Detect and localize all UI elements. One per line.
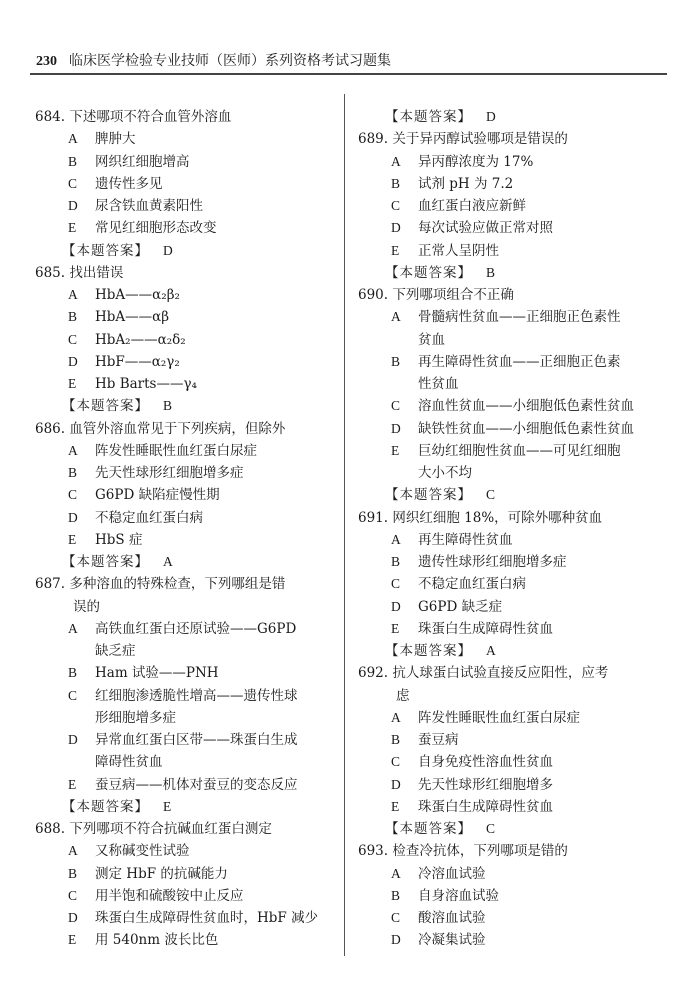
option-line [358, 306, 663, 328]
option-line [35, 195, 340, 217]
answer-line [35, 551, 340, 573]
option-letter: A [68, 442, 78, 458]
answer-value: A [486, 643, 497, 658]
question-stem-text: 下述哪项不符合血管外溶血 [69, 109, 232, 125]
option-text: 试剂 pH 为 7.2 [418, 175, 514, 192]
option-line [358, 551, 663, 573]
question-stem-text: 误的 [73, 598, 100, 615]
option-letter: D [391, 220, 401, 236]
option-letter: A [391, 309, 401, 325]
option-text: 酸溶血试验 [418, 910, 486, 926]
header-rule [30, 73, 667, 75]
option-text: 正常人呈阴性 [418, 242, 499, 259]
option-letter: C [68, 687, 78, 703]
option-text: 用半饱和硫酸铵中止反应 [95, 887, 244, 904]
option-letter: C [391, 754, 401, 770]
option-text: HbS 症 [95, 531, 143, 548]
option-line [358, 618, 663, 640]
option-line [358, 217, 663, 239]
option-line [35, 462, 340, 484]
answer-line [358, 484, 663, 506]
question-stem-line [35, 106, 340, 128]
option-letter: E [391, 242, 400, 258]
option-line [35, 529, 340, 551]
question-number: 690. [358, 287, 389, 303]
option-text: G6PD 缺乏症 [418, 598, 503, 615]
option-text: 又称碱变性试验 [95, 843, 190, 860]
question-block [35, 106, 340, 262]
option-line [35, 484, 340, 506]
option-letter: A [391, 153, 401, 169]
option-text: HbA——αβ [95, 309, 170, 326]
book-title: 临床医学检验专业技师（医师）系列资格考试习题集 [69, 53, 391, 69]
option-letter: E [391, 798, 400, 814]
option-line [358, 195, 663, 217]
option-line [35, 863, 340, 885]
answer-label: 【本题答案】 [62, 798, 149, 815]
question-stem-line [35, 573, 340, 595]
option-line [358, 796, 663, 818]
option-text: 先天性球形红细胞增多 [418, 776, 553, 793]
option-text: HbA——α₂β₂ [95, 287, 180, 303]
question-stem-text: 下列哪项组合不正确 [392, 287, 514, 303]
option-text: 缺乏症 [95, 643, 136, 659]
question-stem-line [358, 507, 663, 529]
option-text: G6PD 缺陷症慢性期 [95, 487, 220, 504]
question-number: 693. [358, 843, 389, 860]
option-text: 缺铁性贫血——小细胞低色素性贫血 [418, 420, 634, 437]
option-text: 血红蛋白液应新鲜 [418, 198, 526, 214]
option-text: 蚕豆病——机体对蚕豆的变态反应 [95, 776, 298, 793]
question-stem-line [358, 685, 663, 707]
option-line [35, 284, 340, 306]
option-text: 蚕豆病 [418, 732, 459, 748]
option-text: 自身溶血试验 [418, 887, 499, 904]
option-text: 巨幼红细胞性贫血——可见红细胞 [418, 442, 621, 459]
question-block [358, 128, 663, 284]
option-letter: C [391, 576, 401, 592]
option-letter: A [391, 531, 401, 547]
question-stem-text: 网织红细胞 18%，可除外哪种贫血 [392, 509, 603, 526]
option-text: 不稳定血红蛋白病 [418, 576, 526, 593]
option-line [35, 662, 340, 684]
option-line [358, 462, 663, 484]
option-line [358, 751, 663, 773]
answer-value: A [163, 554, 174, 569]
question-stem-text: 多种溶血的特殊检查，下列哪组是错 [69, 576, 286, 593]
option-text: 每次试验应做正常对照 [418, 220, 553, 237]
option-line [35, 640, 340, 662]
option-line [35, 173, 340, 195]
option-text: 溶血性贫血——小细胞低色素性贫血 [418, 398, 634, 415]
question-stem-line [358, 662, 663, 684]
option-line [358, 240, 663, 262]
option-text: 不稳定血红蛋白病 [95, 509, 203, 526]
option-line [358, 529, 663, 551]
option-line [358, 351, 663, 373]
question-stem-line [35, 262, 340, 284]
option-text: 形细胞增多症 [95, 709, 176, 726]
answer-value: B [486, 264, 497, 280]
option-line [358, 907, 663, 929]
option-text: 脾肿大 [95, 131, 136, 148]
option-line [358, 596, 663, 618]
option-line [358, 863, 663, 885]
option-line [35, 751, 340, 773]
option-text: 测定 HbF 的抗碱能力 [95, 865, 228, 882]
option-line [358, 729, 663, 751]
option-text: 再生障碍性贫血——正细胞正色素 [418, 353, 621, 370]
question-number: 691. [358, 509, 389, 526]
option-line [35, 351, 340, 373]
question-block [358, 284, 663, 507]
answer-label: 【本题答案】 [385, 821, 472, 837]
answer-line [358, 262, 663, 284]
option-letter: E [68, 376, 77, 391]
option-line [358, 707, 663, 729]
option-text: 常见红细胞形态改变 [95, 220, 217, 237]
question-number: 686. [35, 420, 66, 437]
question-stem-line [35, 596, 340, 618]
option-text: 大小不均 [418, 465, 472, 481]
question-number: 689. [358, 131, 389, 148]
option-letter: C [391, 398, 401, 414]
question-stem-line [358, 284, 663, 306]
option-letter: A [68, 843, 78, 859]
answer-label: 【本题答案】 [62, 554, 149, 570]
option-text: 冷凝集试验 [418, 932, 486, 949]
answer-label: 【本题答案】 [385, 109, 472, 125]
option-letter: C [391, 198, 401, 213]
option-line [35, 440, 340, 462]
question-number: 688. [35, 821, 66, 837]
option-letter: D [391, 598, 401, 614]
answer-value: B [163, 398, 174, 414]
question-number: 692. [358, 665, 389, 682]
question-number: 687. [35, 576, 66, 593]
option-line [35, 329, 340, 351]
option-letter: B [68, 309, 78, 325]
option-text: 网织红细胞增高 [95, 153, 190, 170]
answer-line [35, 395, 340, 417]
question-stem-text: 血管外溶血常见于下列疾病，但除外 [69, 420, 286, 437]
question-stem-text: 关于异丙醇试验哪项是错误的 [392, 131, 568, 148]
answer-value: D [486, 109, 497, 124]
option-text: 阵发性睡眠性血红蛋白尿症 [418, 709, 580, 726]
option-text: 贫血 [418, 331, 445, 348]
question-block [35, 418, 340, 574]
option-letter: D [68, 198, 78, 213]
option-letter: B [391, 353, 401, 369]
answer-value: C [486, 821, 497, 836]
option-text: 阵发性睡眠性血红蛋白尿症 [95, 442, 257, 459]
option-letter: E [68, 531, 77, 547]
option-line [35, 373, 340, 395]
answer-line [358, 640, 663, 662]
option-line [35, 306, 340, 328]
option-letter: A [68, 131, 78, 147]
question-block [35, 262, 340, 418]
option-letter: D [68, 353, 78, 369]
question-block [358, 507, 663, 663]
option-text: 骨髓病性贫血——正细胞正色素性 [418, 309, 621, 326]
option-letter: B [68, 153, 78, 169]
option-letter: D [391, 932, 401, 948]
right-column [358, 106, 663, 952]
question-stem-text: 下列哪项不符合抗碱血红蛋白测定 [69, 821, 272, 837]
question-stem-text: 检查冷抗体，下列哪项是错的 [392, 843, 568, 860]
option-letter: E [68, 776, 77, 792]
option-letter: D [68, 732, 78, 747]
option-letter: B [68, 465, 78, 480]
question-stem-text: 虑 [396, 687, 410, 704]
option-line [358, 373, 663, 395]
option-text: 遗传性球形红细胞增多症 [418, 554, 567, 570]
option-line [358, 329, 663, 351]
option-text: HbA₂——α₂δ₂ [95, 331, 186, 348]
option-line [35, 217, 340, 239]
option-text: 用 540nm 波长比色 [95, 932, 219, 949]
option-letter: D [68, 509, 78, 525]
answer-label: 【本题答案】 [62, 398, 149, 415]
option-letter: D [68, 910, 78, 925]
option-letter: E [391, 442, 400, 458]
left-column [35, 106, 340, 952]
option-text: 异丙醇浓度为 17% [418, 153, 534, 170]
option-line [358, 885, 663, 907]
option-text: 障碍性贫血 [95, 754, 163, 771]
option-line [358, 173, 663, 195]
option-letter: A [68, 287, 78, 302]
option-text: Hb Barts——γ₄ [95, 376, 197, 392]
option-letter: A [391, 865, 401, 881]
option-line [358, 929, 663, 951]
page-number: 230 [36, 54, 57, 69]
question-stem-line [35, 418, 340, 440]
option-text: 红细胞渗透脆性增高——遗传性球 [95, 687, 298, 704]
option-letter: B [68, 865, 78, 881]
answer-value: E [163, 798, 173, 814]
option-text: 珠蛋白生成障碍性贫血 [418, 620, 553, 637]
option-letter: E [391, 620, 400, 636]
question-block [358, 840, 663, 951]
option-line [358, 573, 663, 595]
answer-value: D [163, 242, 174, 258]
question-stem-line [358, 128, 663, 150]
option-text: 性贫血 [418, 376, 459, 392]
option-text: 珠蛋白生成障碍性贫血时，HbF 减少 [95, 910, 319, 926]
option-line [35, 618, 340, 640]
option-text: 先天性球形红细胞增多症 [95, 465, 244, 481]
option-letter: B [391, 175, 401, 191]
option-letter: B [391, 732, 401, 747]
answer-label: 【本题答案】 [385, 643, 472, 659]
option-letter: C [68, 487, 78, 503]
option-letter: E [68, 932, 77, 948]
option-line [35, 729, 340, 751]
question-number: 684. [35, 109, 66, 125]
option-letter: B [391, 554, 401, 569]
option-line [358, 151, 663, 173]
question-number: 685. [35, 264, 66, 281]
option-line [35, 507, 340, 529]
question-stem-line [358, 840, 663, 862]
option-text: 再生障碍性贫血 [418, 531, 513, 548]
option-text: 高铁血红蛋白还原试验——G6PD [95, 620, 297, 637]
option-line [35, 128, 340, 150]
answer-label: 【本题答案】 [62, 242, 149, 259]
option-line [358, 395, 663, 417]
option-letter: C [68, 887, 78, 903]
option-line [35, 685, 340, 707]
option-text: Ham 试验——PNH [95, 665, 219, 682]
answer-line [358, 106, 663, 128]
question-stem-text: 找出错误 [69, 264, 124, 281]
option-letter: D [391, 776, 401, 792]
question-block [35, 573, 340, 818]
option-text: 冷溶血试验 [418, 865, 486, 882]
option-line [358, 774, 663, 796]
answer-label: 【本题答案】 [385, 487, 472, 504]
option-line [35, 907, 340, 929]
question-block [358, 662, 663, 840]
question-stem-line [35, 818, 340, 840]
answer-label: 【本题答案】 [385, 264, 472, 281]
option-letter: E [68, 220, 77, 236]
answer-line [358, 818, 663, 840]
option-line [35, 929, 340, 951]
option-line [35, 151, 340, 173]
option-text: 异常血红蛋白区带——珠蛋白生成 [95, 732, 298, 748]
option-letter: C [68, 175, 78, 191]
question-stem-text: 抗人球蛋白试验直接反应阳性，应考 [392, 665, 609, 682]
column-divider [344, 94, 345, 956]
answer-line [35, 240, 340, 262]
answer-value: C [486, 487, 497, 503]
option-line [358, 440, 663, 462]
answer-line [35, 796, 340, 818]
option-letter: B [391, 887, 401, 903]
option-text: 尿含铁血黄素阳性 [95, 198, 203, 214]
option-letter: C [68, 331, 78, 347]
option-letter: A [68, 620, 78, 636]
option-letter: A [391, 709, 401, 725]
option-letter: C [391, 910, 401, 925]
option-line [35, 774, 340, 796]
option-text: 遗传性多见 [95, 175, 163, 192]
option-line [35, 707, 340, 729]
option-line [35, 885, 340, 907]
option-line [358, 418, 663, 440]
option-letter: B [68, 665, 78, 681]
option-text: 自身免疫性溶血性贫血 [418, 754, 553, 771]
option-letter: D [391, 420, 401, 436]
running-header [36, 50, 391, 70]
option-line [35, 840, 340, 862]
option-text: 珠蛋白生成障碍性贫血 [418, 798, 553, 815]
option-text: HbF——α₂γ₂ [95, 353, 180, 370]
question-block [358, 106, 663, 128]
question-block [35, 818, 340, 952]
